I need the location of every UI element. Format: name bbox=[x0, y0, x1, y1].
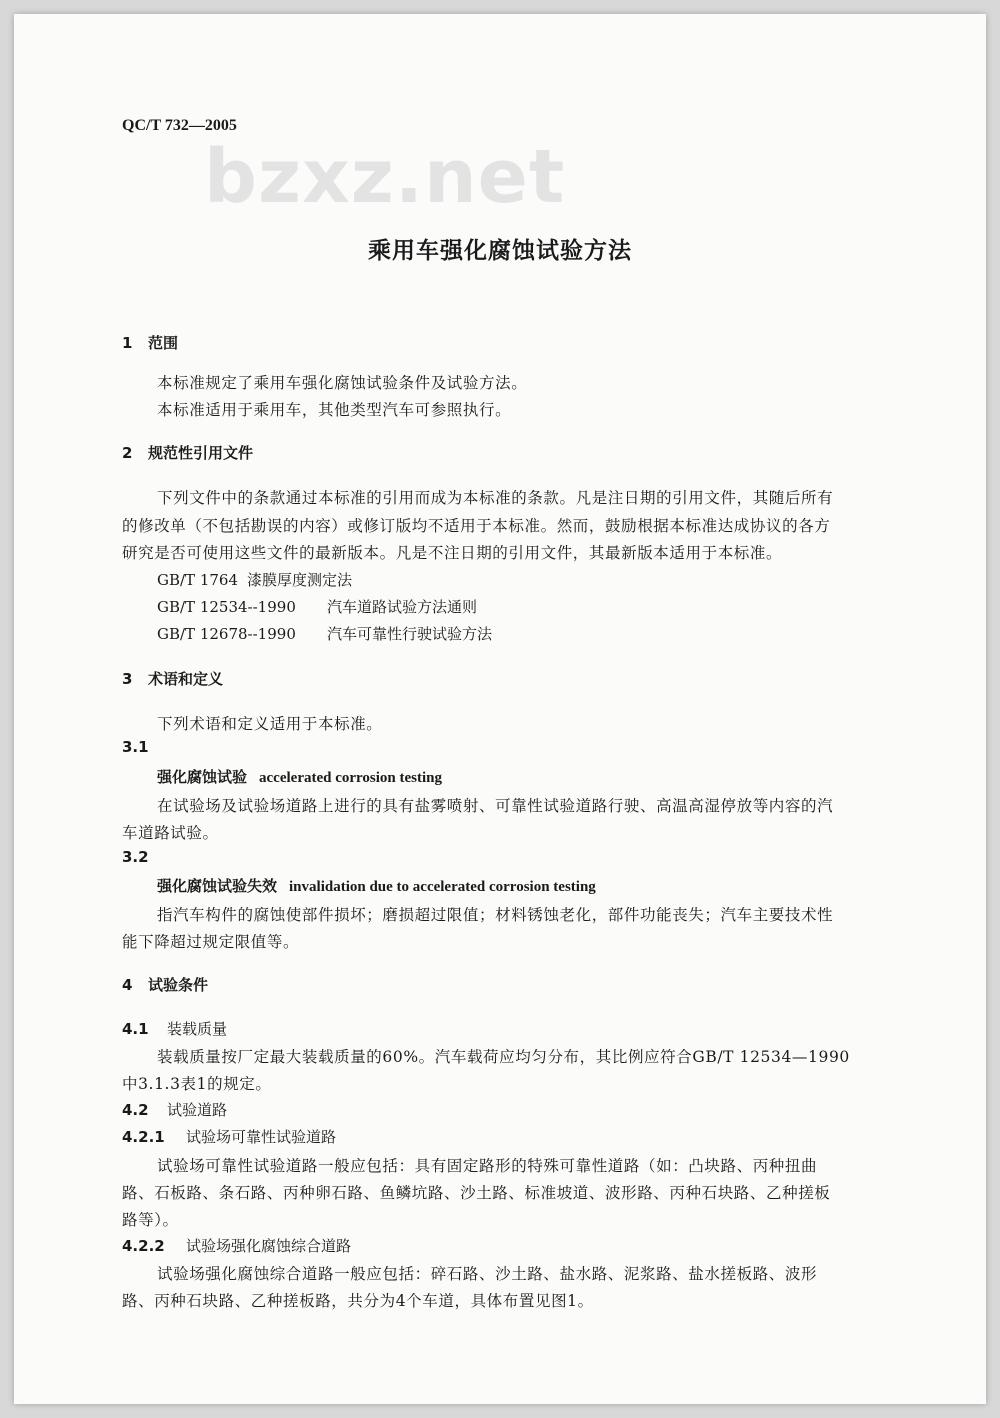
section-2-line: 研究是否可使用这些文件的最新版本。凡是不注日期的引用文件，其最新版本适用于本标准。 bbox=[122, 544, 783, 562]
term-definition-line: 在试验场及试验场道路上进行的具有盐雾喷射、可靠性试验道路行驶、高温高湿停放等内容的汽 bbox=[157, 797, 834, 815]
subsection-line: 试验场可靠性试验道路一般应包括：具有固定路形的特殊可靠性道路（如：凸块路、丙种扭曲 bbox=[157, 1157, 818, 1175]
term-definition-line: 指汽车构件的腐蚀使部件损坏；磨损超过限值；材料锈蚀老化，部件功能丧失；汽车主要技术性 bbox=[157, 906, 834, 924]
section-title: 规范性引用文件 bbox=[148, 444, 254, 462]
section-1-line: 本标准适用于乘用车，其他类型汽车可参照执行。 bbox=[157, 401, 512, 419]
section-1-heading bbox=[122, 332, 178, 353]
reference-name: 漆膜厚度测定法 bbox=[247, 571, 353, 589]
section-title: 试验条件 bbox=[148, 976, 209, 994]
section-3-line: 下列术语和定义适用于本标准。 bbox=[157, 715, 383, 733]
document-title: 乘用车强化腐蚀试验方法 bbox=[368, 238, 632, 264]
reference-code: GB/T 12534--1990 bbox=[157, 598, 296, 616]
term-cn: 强化腐蚀试验失效 bbox=[157, 877, 278, 895]
subsection-number: 4.2 bbox=[122, 1101, 149, 1119]
subsection-title: 试验场强化腐蚀综合道路 bbox=[186, 1237, 352, 1255]
subsection-line: 中3.1.3表1的规定。 bbox=[122, 1075, 272, 1093]
reference-name: 汽车可靠性行驶试验方法 bbox=[327, 625, 493, 643]
subsection-number: 4.2.2 bbox=[122, 1237, 165, 1255]
subsection-4-2-2-heading bbox=[122, 1235, 351, 1256]
term-en: invalidation due to accelerated corrosion testing bbox=[289, 879, 596, 895]
term-definition-line: 能下降超过规定限值等。 bbox=[122, 933, 300, 951]
watermark: bzxz.net bbox=[204, 134, 566, 220]
subsection-line: 装载质量按厂定最大装载质量的60%。汽车载荷应均匀分布，其比例应符合GB/T 12534—1990 bbox=[157, 1048, 850, 1066]
term-heading bbox=[157, 875, 596, 896]
section-number: 1 bbox=[122, 334, 133, 352]
subsection-4-2-1-heading bbox=[122, 1126, 336, 1147]
subsection-line: 路、石板路、条石路、丙种卵石路、鱼鳞坑路、沙土路、标准坡道、波形路、丙种石块路、乙种搓板 bbox=[122, 1184, 831, 1202]
term-heading bbox=[157, 766, 442, 787]
subsection-title: 试验场可靠性试验道路 bbox=[186, 1128, 337, 1146]
section-title: 范围 bbox=[148, 334, 179, 352]
reference-code: GB/T 1764 bbox=[157, 571, 239, 589]
subsection-4-2-heading bbox=[122, 1099, 227, 1120]
term-definition-line: 车道路试验。 bbox=[122, 824, 219, 842]
subsection-number: 4.1 bbox=[122, 1020, 149, 1038]
section-number: 2 bbox=[122, 444, 133, 462]
reference-item bbox=[157, 596, 477, 617]
standard-code: QC/T 732—2005 bbox=[122, 117, 237, 134]
section-2-line: 下列文件中的条款通过本标准的引用而成为本标准的条款。凡是注日期的引用文件，其随后所有 bbox=[157, 489, 834, 507]
term-number: 3.2 bbox=[122, 848, 149, 866]
subsection-title: 试验道路 bbox=[167, 1101, 228, 1119]
section-2-heading bbox=[122, 442, 253, 463]
section-1-line: 本标准规定了乘用车强化腐蚀试验条件及试验方法。 bbox=[157, 374, 528, 392]
term-cn: 强化腐蚀试验 bbox=[157, 768, 248, 786]
term-number: 3.1 bbox=[122, 738, 149, 756]
subsection-title: 装载质量 bbox=[167, 1020, 228, 1038]
subsection-line: 路、丙种石块路、乙种搓板路，共分为4个车道，具体布置见图1。 bbox=[122, 1292, 594, 1310]
section-3-heading bbox=[122, 668, 223, 689]
section-2-line: 的修改单（不包括勘误的内容）或修订版均不适用于本标准。然而，鼓励根据本标准达成协议的各方 bbox=[122, 517, 831, 535]
subsection-number: 4.2.1 bbox=[122, 1128, 165, 1146]
subsection-4-1-heading bbox=[122, 1018, 227, 1039]
section-number: 4 bbox=[122, 976, 133, 994]
reference-item bbox=[157, 569, 352, 590]
section-number: 3 bbox=[122, 670, 133, 688]
section-title: 术语和定义 bbox=[148, 670, 224, 688]
subsection-line: 试验场强化腐蚀综合道路一般应包括：碎石路、沙土路、盐水路、泥浆路、盐水搓板路、波形 bbox=[157, 1265, 818, 1283]
term-en: accelerated corrosion testing bbox=[259, 770, 443, 786]
document-page bbox=[14, 14, 986, 1404]
reference-code: GB/T 12678--1990 bbox=[157, 625, 296, 643]
reference-item bbox=[157, 623, 492, 644]
reference-name: 汽车道路试验方法通则 bbox=[327, 598, 478, 616]
subsection-line: 路等）。 bbox=[122, 1211, 179, 1229]
section-4-heading bbox=[122, 974, 208, 995]
